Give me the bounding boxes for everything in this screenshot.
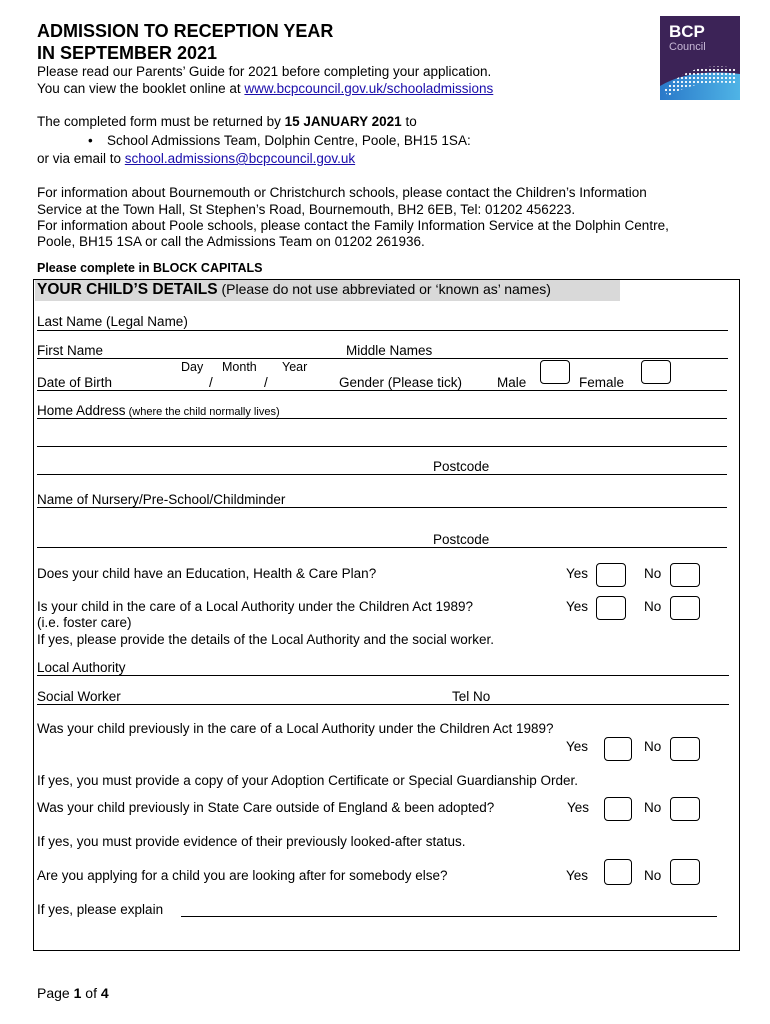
info-line-4: Poole, BH15 1SA or call the Admissions Team on 01202 261936. (37, 234, 425, 249)
bullet-dot: • (88, 133, 93, 148)
looking-after-yes-label: Yes (566, 868, 589, 883)
section-note: (Please do not use abbreviated or ‘known as’ names) (217, 281, 551, 297)
care-no-label: No (644, 599, 662, 614)
prev-care-no-checkbox[interactable] (670, 737, 700, 761)
social-worker-field[interactable] (37, 704, 729, 705)
nursery-field[interactable] (37, 507, 727, 508)
home-address-label (37, 403, 280, 418)
home-address-text: Home Address (37, 403, 126, 418)
page-current: 1 (73, 985, 82, 1001)
page-prefix: Page (37, 985, 74, 1001)
state-care-no-label: No (644, 800, 662, 815)
looking-after-question: Are you applying for a child you are looking after for somebody else? (37, 868, 448, 883)
looking-after-no-label: No (644, 868, 662, 883)
state-care-note: If yes, you must provide evidence of their previously looked-after status. (37, 834, 466, 849)
intro-line-2 (37, 81, 493, 96)
care-no-checkbox[interactable] (670, 596, 700, 620)
section-title: YOUR CHILD’S DETAILS (37, 281, 218, 298)
email-prefix: or via email to (37, 151, 125, 166)
info-line-3: For information about Poole schools, please contact the Family Information Service at the Dolphin Centre, (37, 218, 669, 233)
male-label: Male (497, 375, 527, 390)
dob-slash-2: / (264, 375, 268, 390)
deadline: 15 JANUARY 2021 (284, 114, 402, 129)
home-address-note: (where the child normally lives) (125, 406, 280, 418)
month-label: Month (222, 360, 257, 374)
logo-text: BCP (669, 22, 705, 41)
section-header (37, 281, 551, 299)
block-capitals-note: Please complete in BLOCK CAPITALS (37, 261, 263, 275)
info-line-1: For information about Bournemouth or Christchurch schools, please contact the Children’s Information (37, 185, 647, 200)
ehcp-yes-label: Yes (566, 566, 589, 581)
home-postcode-field[interactable] (37, 474, 727, 475)
care-question: Is your child in the care of a Local Authority under the Children Act 1989? (37, 599, 474, 614)
nursery-postcode-label: Postcode (433, 532, 490, 547)
intro-line-1: Please read our Parents’ Guide for 2021 before completing your application. (37, 64, 492, 79)
names-field[interactable] (37, 358, 728, 359)
address-line-2[interactable] (37, 446, 727, 447)
title-line-2: IN SEPTEMBER 2021 (37, 43, 218, 63)
prev-care-question: Was your child previously in the care of a Local Authority under the Children Act 1989? (37, 721, 554, 736)
last-name-field[interactable] (37, 330, 728, 331)
info-line-2: Service at the Town Hall, St Stephen’s Road, Bournemouth, BH2 6EB, Tel: 01202 456223. (37, 202, 576, 217)
logo-dots-icon (660, 16, 740, 100)
ehcp-no-label: No (644, 566, 662, 581)
dob-label: Date of Birth (37, 375, 113, 390)
ehcp-question: Does your child have an Education, Health & Care Plan? (37, 566, 377, 581)
female-label: Female (579, 375, 625, 390)
dob-field[interactable] (37, 390, 337, 391)
dob-slash-1: / (209, 375, 213, 390)
title-line-1: ADMISSION TO RECEPTION YEAR (37, 21, 334, 41)
year-label: Year (282, 360, 308, 374)
care-question-details: If yes, please provide the details of the Local Authority and the social worker. (37, 632, 495, 647)
state-care-yes-label: Yes (567, 800, 590, 815)
prev-care-yes-checkbox[interactable] (604, 737, 632, 761)
nursery-label: Name of Nursery/Pre-School/Childminder (37, 492, 286, 507)
bcp-council-logo (660, 16, 740, 100)
explain-field[interactable] (181, 916, 717, 917)
explain-label: If yes, please explain (37, 902, 164, 917)
ehcp-no-checkbox[interactable] (670, 563, 700, 587)
male-checkbox[interactable] (540, 360, 570, 384)
intro-prefix: You can view the booklet online at (37, 81, 245, 96)
last-name-label: Last Name (Legal Name) (37, 314, 188, 329)
prev-care-no-label: No (644, 739, 662, 754)
email-line (37, 151, 355, 166)
care-yes-label: Yes (566, 599, 589, 614)
logo-subtext: Council (669, 41, 706, 53)
return-suffix: to (401, 114, 417, 129)
prev-care-note: If yes, you must provide a copy of your Adoption Certificate or Special Guardianship Order. (37, 773, 579, 788)
return-prefix: The completed form must be returned by (37, 114, 285, 129)
care-question-note: (i.e. foster care) (37, 615, 132, 630)
female-checkbox[interactable] (641, 360, 671, 384)
middle-names-label: Middle Names (346, 343, 433, 358)
looking-after-no-checkbox[interactable] (670, 859, 700, 885)
local-authority-label: Local Authority (37, 660, 126, 675)
home-postcode-label: Postcode (433, 459, 490, 474)
ehcp-yes-checkbox[interactable] (596, 563, 626, 587)
page-number (37, 985, 109, 1001)
email-link[interactable]: school.admissions@bcpcouncil.gov.uk (124, 151, 356, 166)
nursery-postcode-field[interactable] (37, 547, 727, 548)
gender-label: Gender (Please tick) (339, 375, 463, 390)
tel-no-label: Tel No (452, 689, 491, 704)
local-authority-field[interactable] (37, 675, 729, 676)
state-care-no-checkbox[interactable] (670, 797, 700, 821)
social-worker-label: Social Worker (37, 689, 121, 704)
day-label: Day (181, 360, 204, 374)
prev-care-yes-label: Yes (566, 739, 589, 754)
return-line (37, 114, 417, 129)
first-name-label: First Name (37, 343, 104, 358)
care-yes-checkbox[interactable] (596, 596, 626, 620)
page-total: 4 (100, 985, 109, 1001)
booklet-link[interactable]: www.bcpcouncil.gov.uk/schooladmissions (244, 81, 494, 96)
page-of: of (81, 985, 101, 1001)
address-line-1[interactable] (37, 418, 727, 419)
return-address: School Admissions Team, Dolphin Centre, Poole, BH15 1SA: (107, 133, 471, 148)
gender-line (337, 390, 727, 391)
looking-after-yes-checkbox[interactable] (604, 859, 632, 885)
state-care-question: Was your child previously in State Care outside of England & been adopted? (37, 800, 495, 815)
state-care-yes-checkbox[interactable] (604, 797, 632, 821)
